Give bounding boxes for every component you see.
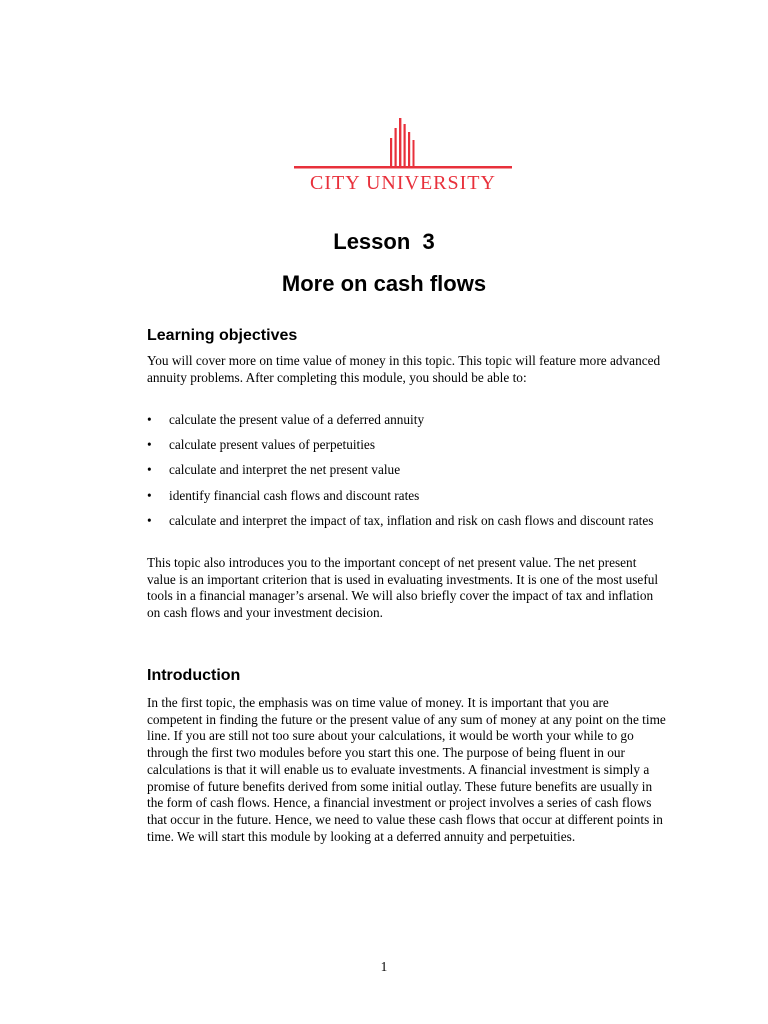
objective-item [147,488,667,505]
objective-text: calculate present values of perpetuities [169,437,376,452]
learning-objectives-closing: This topic also introduces you to the important concept of net present value. The net present value is an important criterion that is used in evaluating investments. It is one of the most useful tools in a financial manager’s arsenal. We will also briefly cover the impact of tax and inflation on cash flows and your investment decision. [147,555,659,621]
logo-text: CITY UNIVERSITY [310,172,496,194]
learning-objectives-heading: Learning objectives [147,327,298,344]
city-university-logo [294,116,512,198]
objective-item [147,513,667,530]
objective-text: calculate and interpret the impact of tax, inflation and risk on cash flows and discount rates [169,513,654,528]
objective-item [147,437,667,454]
learning-objectives-intro: You will cover more on time value of money in this topic. This topic will feature more advanced annuity problems. After completing this module, you should be able to: [147,353,661,385]
bullet-icon: • [147,513,152,528]
bullet-icon: • [147,412,152,427]
objective-item [147,412,667,429]
objective-text: calculate and interpret the net present value [169,462,401,477]
introduction-body: In the first topic, the emphasis was on time value of money. It is important that you are competent in finding the future or the present value of any sum of money at any point on the time line. If you are still not too sure about your calculations, it would be worth your while to go through the first two modules before you start this one. The purpose of being fluent in our calculations is that it will enable us to evaluate investments. A financial investment is simply a promise of future benefits derived from some initial outlay. These future benefits are usually in the form of cash flows. Hence, a financial investment or project involves a series of cash flows that occur in the future. Hence, we need to value these cash flows that occur at different points in time. We will start this module by looking at a deferred annuity and perpetuities. [147,695,666,844]
bullet-icon: • [147,488,152,503]
page-number: 1 [380,959,388,974]
lesson-subtitle: More on cash flows [281,271,487,296]
objective-text: calculate the present value of a deferred annuity [169,412,425,427]
objective-text: identify financial cash flows and discount rates [169,488,420,503]
bullet-icon: • [147,462,152,477]
bullet-icon: • [147,437,152,452]
logo-tower-icon [294,116,512,176]
objective-item [147,462,667,479]
introduction-heading: Introduction [147,667,241,684]
lesson-title: Lesson 3 [333,229,435,254]
